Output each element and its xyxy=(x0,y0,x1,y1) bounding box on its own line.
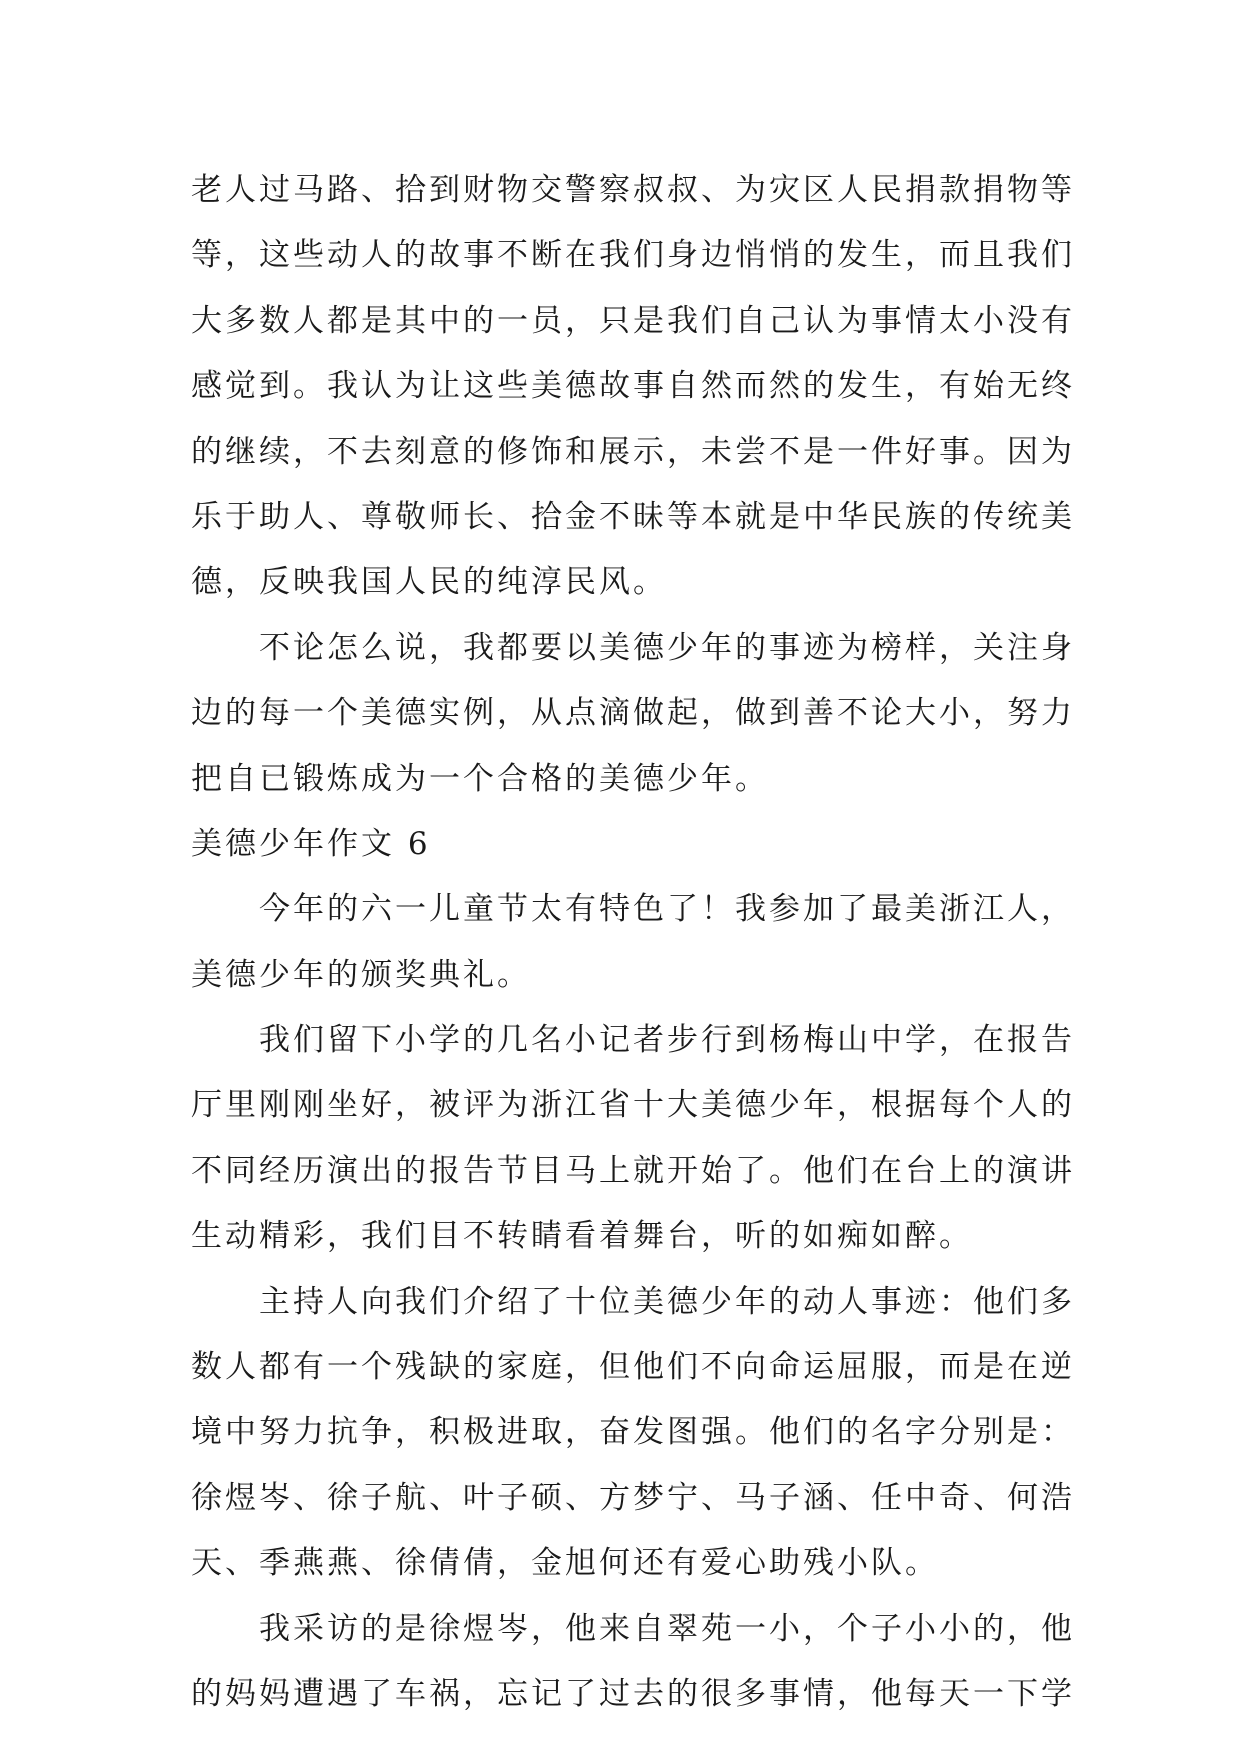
text-line: 老人过马路、拾到财物交警察叔叔、为灾区人民捐款捐物等 xyxy=(191,172,1075,208)
text-line: 的继续，不去刻意的修饰和展示，未尝不是一件好事。因为 xyxy=(191,433,1075,470)
text-line: 境中努力抗争，积极进取，奋发图强。他们的名字分别是： xyxy=(191,1414,1075,1451)
section-heading: 美德少年作文 6 xyxy=(191,825,431,862)
text-line: 等，这些动人的故事不断在我们身边悄悄的发生，而且我们 xyxy=(191,237,1075,274)
text-line: 不论怎么说，我都要以美德少年的事迹为榜样，关注身 xyxy=(259,629,1075,666)
document-body xyxy=(191,158,1075,1727)
text-line: 把自已锻炼成为一个合格的美德少年。 xyxy=(191,760,769,797)
text-line: 的妈妈遭遇了车祸，忘记了过去的很多事情，他每天一下学 xyxy=(191,1675,1075,1712)
text-line: 乐于助人、尊敬师长、拾金不昧等本就是中华民族的传统美 xyxy=(191,498,1075,535)
text-line: 生动精彩，我们目不转睛看着舞台，听的如痴如醉。 xyxy=(191,1218,973,1255)
text-line: 德，反映我国人民的纯淳民风。 xyxy=(191,564,667,601)
text-line: 厅里刚刚坐好，被评为浙江省十大美德少年，根据每个人的 xyxy=(191,1087,1075,1124)
text-line: 大多数人都是其中的一员，只是我们自己认为事情太小没有 xyxy=(191,302,1075,339)
text-line: 天、季燕燕、徐倩倩，金旭何还有爱心助残小队。 xyxy=(191,1545,939,1582)
text-line: 美德少年的颁奖典礼。 xyxy=(191,956,531,993)
text-line: 我们留下小学的几名小记者步行到杨梅山中学，在报告 xyxy=(259,1022,1075,1059)
text-line: 今年的六一儿童节太有特色了！我参加了最美浙江人， xyxy=(259,891,1075,928)
text-line: 边的每一个美德实例，从点滴做起，做到善不论大小，努力 xyxy=(191,695,1075,732)
text-line: 数人都有一个残缺的家庭，但他们不向命运屈服，而是在逆 xyxy=(191,1349,1075,1386)
text-line: 不同经历演出的报告节目马上就开始了。他们在台上的演讲 xyxy=(191,1152,1075,1189)
text-line: 我采访的是徐煜岑，他来自翠苑一小，个子小小的，他 xyxy=(259,1610,1075,1647)
text-line: 主持人向我们介绍了十位美德少年的动人事迹：他们多 xyxy=(259,1283,1075,1320)
text-line: 感觉到。我认为让这些美德故事自然而然的发生，有始无终 xyxy=(191,368,1075,405)
text-line: 徐煜岑、徐子航、叶子硕、方梦宁、马子涵、任中奇、何浩 xyxy=(191,1479,1075,1516)
